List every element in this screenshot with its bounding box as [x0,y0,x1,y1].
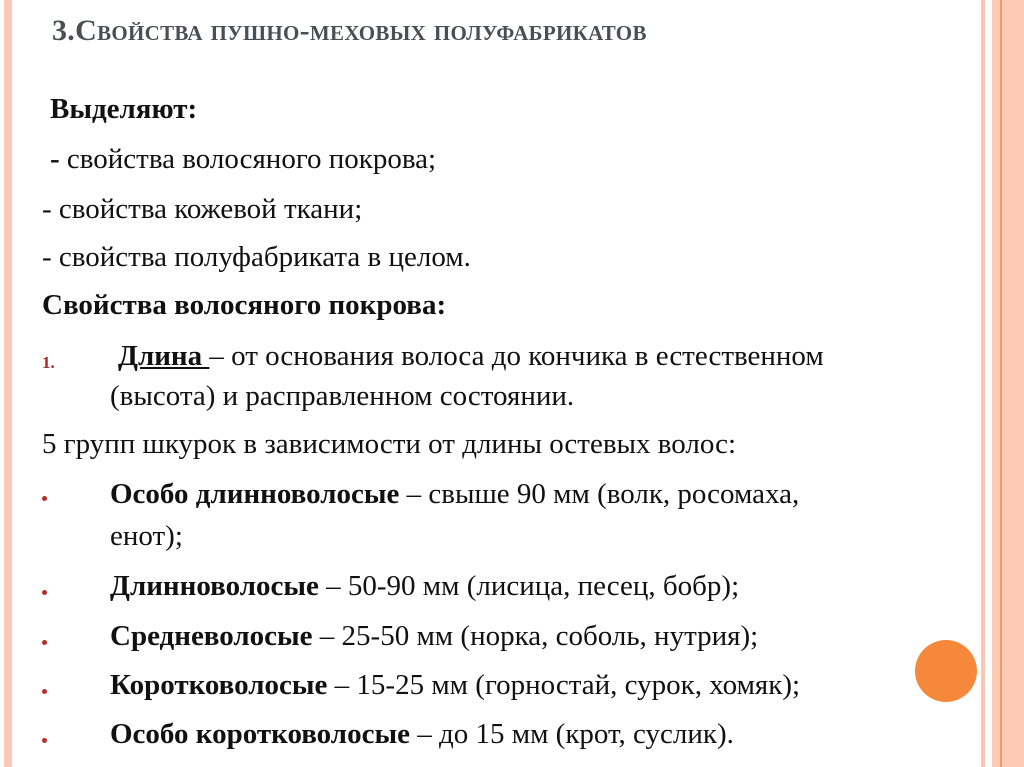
group-term: Особо коротковолосые [110,718,410,750]
group-term: Длинноволосые [110,570,319,602]
group-desc: – 15-25 мм (горностай, сурок, хомяк); [327,669,801,701]
groups-intro: 5 групп шкурок в зависимости от длины остевых волос: [42,428,737,460]
numbered-term: Длина [118,340,210,372]
right-decorative-bar-wide [992,0,1024,767]
right-decorative-bar-thin [981,0,985,767]
group-desc: – до 15 мм (крот, суслик). [409,718,734,750]
numbered-item-line1 [118,340,824,373]
group-term: Средневолосые [110,620,313,652]
group-desc: – свыше 90 мм (волк, росомаха, [399,478,800,510]
bullet-icon [42,590,47,595]
numbered-definition: – от основания волоса до кончика в естественном [209,340,824,372]
left-decorative-bar [4,0,12,767]
group-desc: – 25-50 мм (норка, соболь, нутрия); [312,620,759,652]
right-decorative-line [1000,0,1002,767]
section-heading: Свойства волосяного покрова: [42,289,447,321]
group-item-5 [110,718,734,751]
list-number: 1. [42,353,55,372]
slide-title: 3.Свойства пушно-меховых полуфабрикатов [52,14,647,47]
group-item-1 [110,478,799,511]
bullet-icon [42,640,47,645]
group-item-2 [110,570,739,603]
group-item-3 [110,620,758,653]
intro-heading: Выделяют: [50,93,198,125]
intro-item-2: - свойства кожевой ткани; [42,193,363,225]
decorative-orange-circle [915,640,977,702]
group-item-1-cont: енот); [110,520,183,552]
intro-item-3: - свойства полуфабриката в целом. [42,241,471,273]
dash: - [50,143,60,175]
group-term: Особо длинноволосые [110,478,400,510]
intro-item-1 [50,143,436,176]
numbered-item-line2: (высота) и расправленном состоянии. [110,380,575,412]
group-term: Коротковолосые [110,669,328,701]
bullet-icon [42,689,47,694]
bullet-icon [42,496,47,501]
group-desc: – 50-90 мм (лисица, песец, бобр); [318,570,740,602]
group-item-4 [110,669,800,702]
intro-item-1-text: свойства волосяного покрова; [59,143,437,175]
bullet-icon [42,738,47,743]
